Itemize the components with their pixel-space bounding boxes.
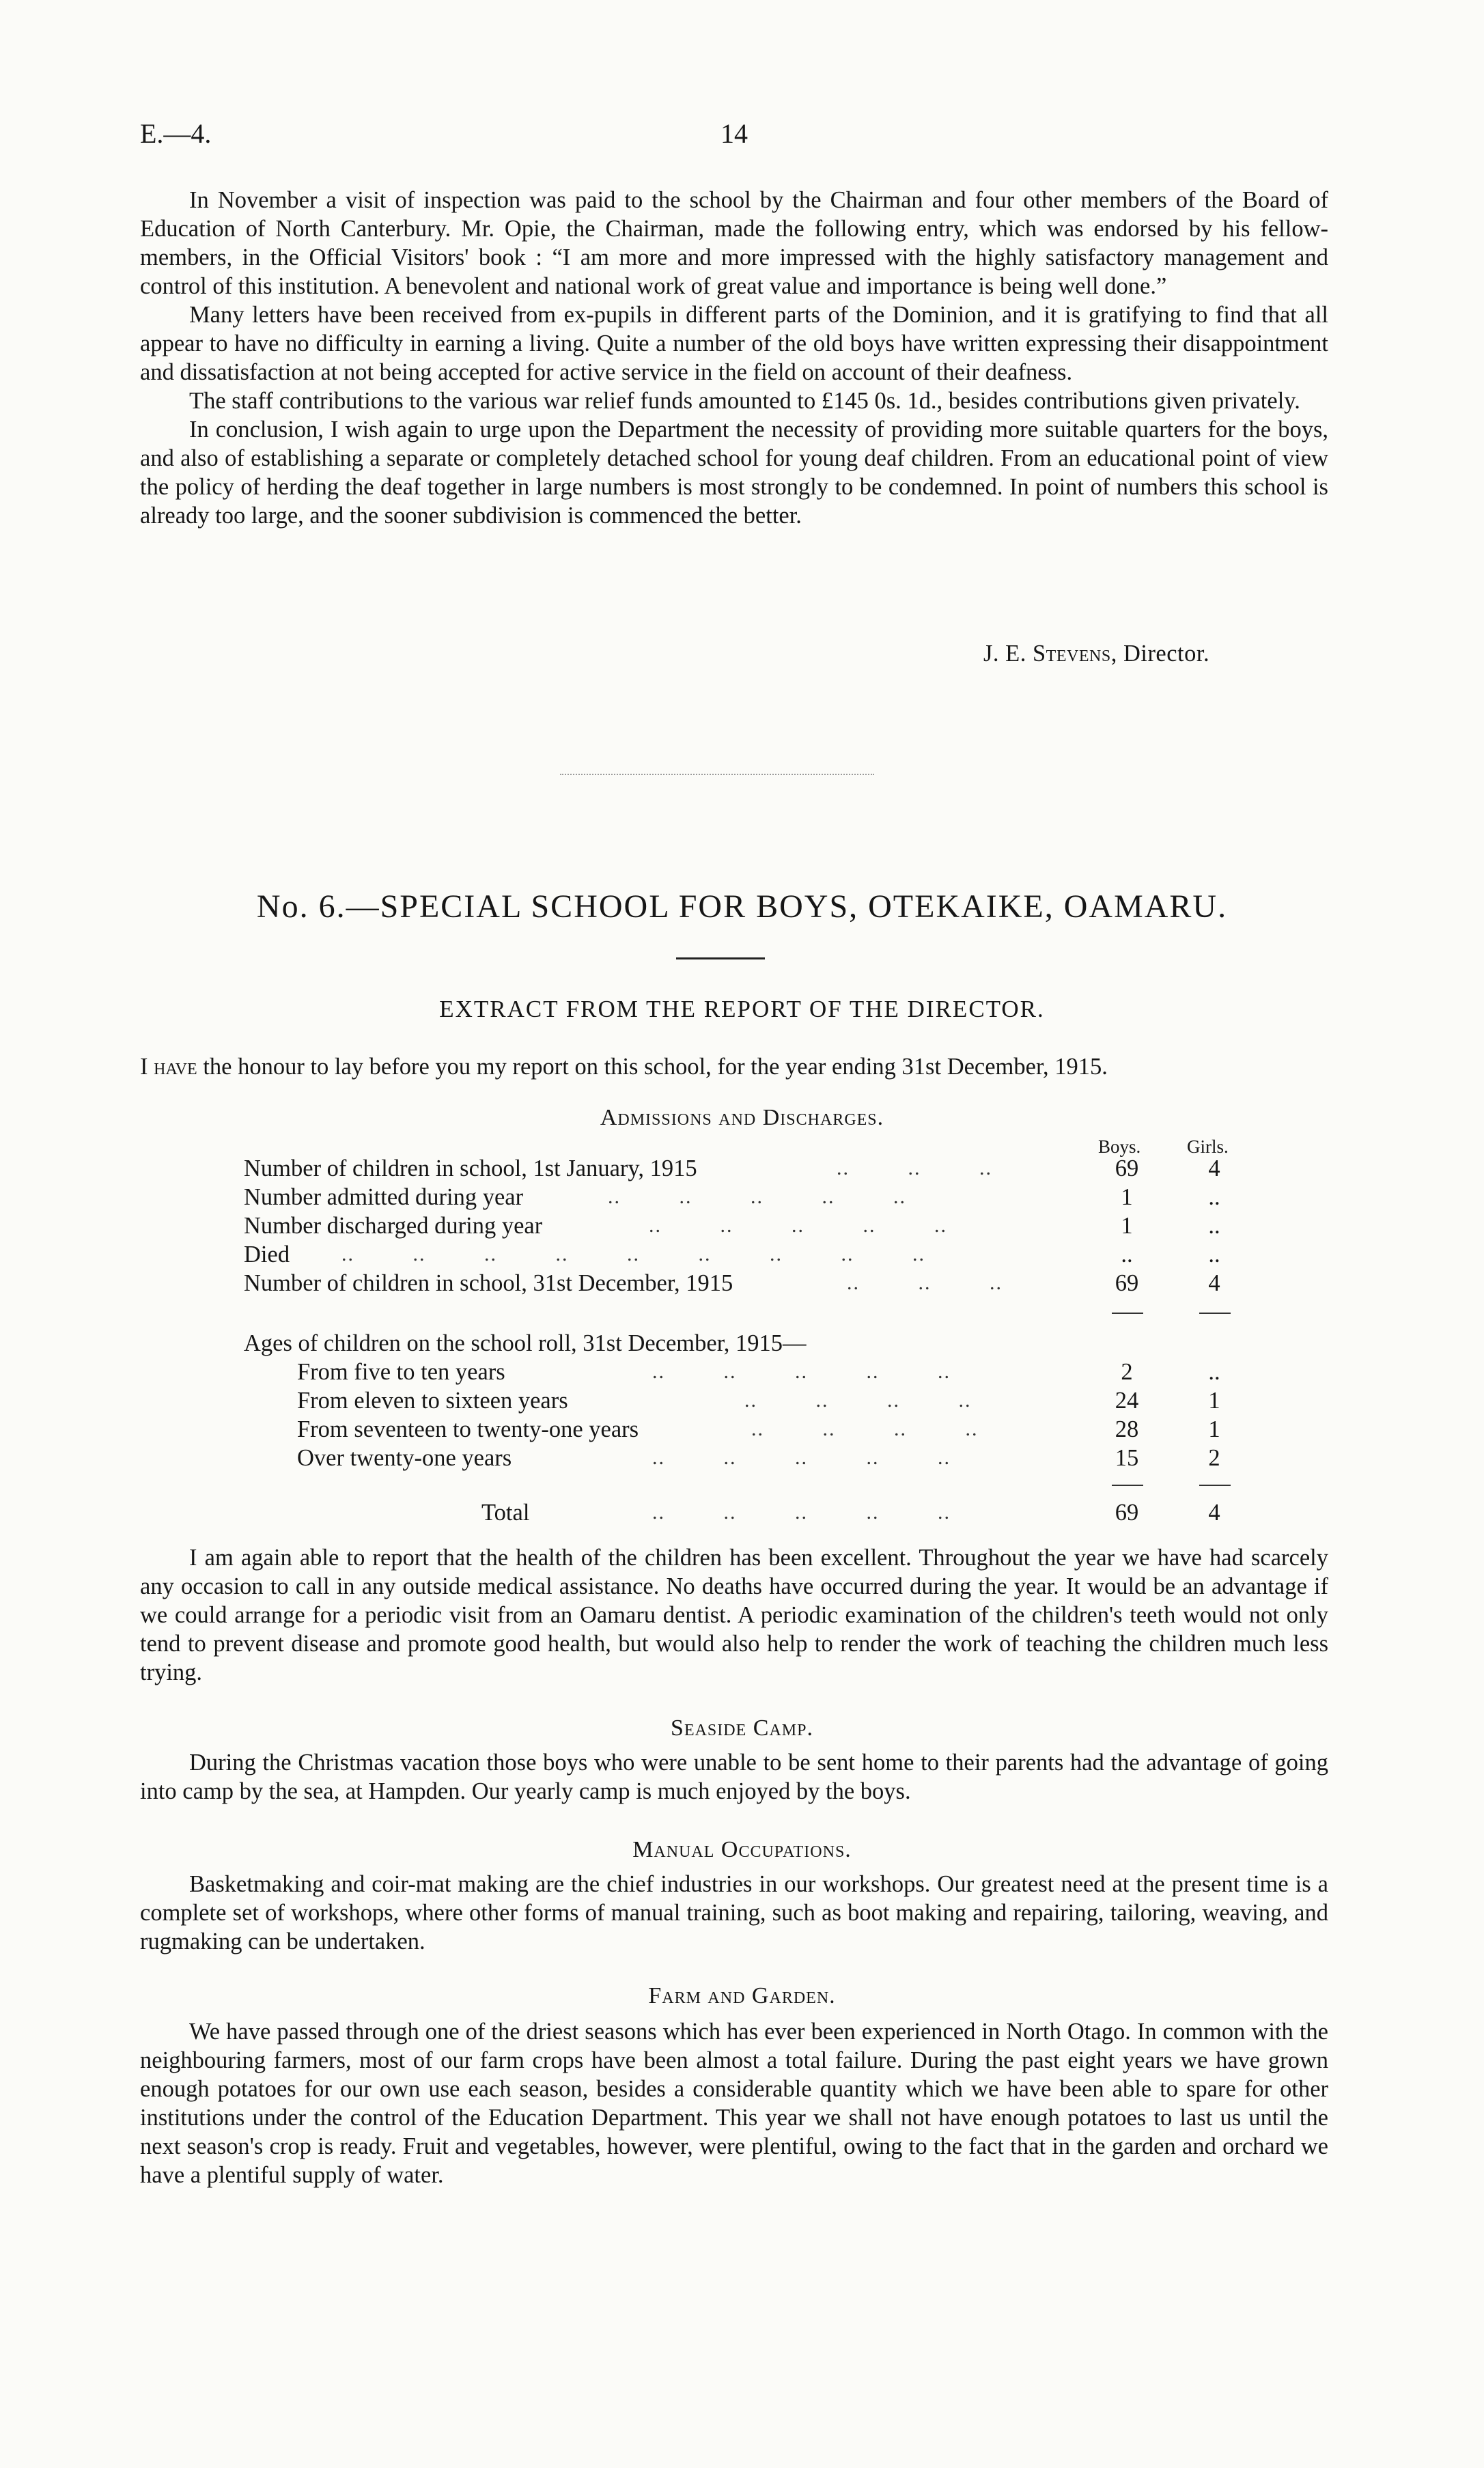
boys-value: 1 (1121, 1184, 1133, 1210)
total-rule (1199, 1485, 1231, 1486)
table-row-label: From eleven to sixteen years (297, 1388, 568, 1414)
signature-title: , Director. (1110, 641, 1210, 667)
boys-value: 69 (1115, 1155, 1139, 1181)
table-row-label: From seventeen to twenty-one years (297, 1416, 639, 1442)
page-number: 14 (720, 118, 748, 149)
leader-dots: .. .. .. .. .. (652, 1360, 951, 1383)
total-rule (1112, 1485, 1143, 1486)
table-row-label: Died (244, 1242, 290, 1267)
table-row-label: From five to ten years (297, 1359, 505, 1385)
boys-value: 28 (1115, 1416, 1139, 1442)
table-row-label: Number admitted during year (244, 1184, 524, 1210)
paragraph-conclusion: In conclusion, I wish again to urge upon the Department the necessity of providing more suitable quarters for the boys, and also of establishing a separate or completely detached school for young deaf children. From an educational point of view the policy of herding the deaf together in large numbers is most strongly to be condemned. In point of numbers this school is already too large, and the sooner subdivision is commenced the better. (140, 417, 1328, 529)
girls-value: 4 (1208, 1270, 1220, 1296)
manual-section (140, 1870, 1328, 1956)
leader-dots: .. .. .. .. .. (652, 1446, 951, 1469)
table-row-label: Number of children in school, 1st January, 1915 (244, 1155, 697, 1181)
intro-line (140, 1054, 1369, 1080)
signature (983, 641, 1209, 667)
girls-value: .. (1208, 1213, 1220, 1239)
boys-value: 24 (1115, 1388, 1139, 1414)
signature-name: J. E. Stevens (983, 641, 1111, 667)
leader-dots: .. .. .. (837, 1157, 992, 1179)
total-rule (1112, 1313, 1143, 1314)
leader-dots: .. .. .. (847, 1272, 1003, 1294)
health-section (140, 1543, 1328, 1687)
leader-dots: .. .. .. .. .. (649, 1214, 947, 1237)
column-boys: Boys. (1098, 1136, 1141, 1157)
ages-heading: Ages of children on the school roll, 31st December, 1915— (244, 1330, 807, 1356)
report-continuation (140, 186, 1328, 530)
paragraph-inspection: In November a visit of inspection was paid to the school by the Chairman and four other members of the Board of Education of North Canterbury. Mr. Opie, the Chairman, made the following entry, which was endorsed by his fellow-members, in the Official Visitors' book : “I am more and more impressed with the highly satisfactory management and control of this institution. A benevolent and national work of great value and importance is being well done.” (140, 187, 1328, 299)
admissions-heading: Admissions and Discharges. (600, 1105, 884, 1130)
boys-value: 15 (1115, 1445, 1139, 1471)
section-separator (560, 774, 874, 775)
boys-value: 69 (1115, 1270, 1139, 1296)
leader-dots: .. .. .. .. (751, 1418, 979, 1440)
leader-dots: .. .. .. .. .. (608, 1186, 906, 1208)
boys-value: .. (1121, 1242, 1133, 1267)
intro-rest: the honour to lay before you my report on this school, for the year ending 31st December, 1915. (197, 1054, 1108, 1080)
boys-value: 2 (1121, 1359, 1133, 1385)
section-subtitle: EXTRACT FROM THE REPORT OF THE DIRECTOR. (439, 996, 1045, 1022)
leader-dots: .. .. .. .. .. (652, 1501, 951, 1524)
seaside-heading: Seaside Camp. (671, 1715, 813, 1741)
total-label: Total (481, 1500, 530, 1526)
table-row-label: Number discharged during year (244, 1213, 543, 1239)
paragraph-contributions: The staff contributions to the various war relief funds amounted to £145 0s. 1d., besides contributions given privately. (189, 388, 1300, 414)
leader-dots: .. .. .. .. (744, 1389, 972, 1412)
column-girls: Girls. (1187, 1136, 1229, 1157)
total-rule (1199, 1313, 1231, 1314)
table-row-label: Number of children in school, 31st December, 1915 (244, 1270, 733, 1296)
seaside-section (140, 1748, 1328, 1806)
paragraph-seaside: During the Christmas vacation those boys who were unable to be sent home to their parents had the advantage of going into camp by the sea, at Hampden. Our yearly camp is much enjoyed by the boys. (140, 1750, 1328, 1804)
total-boys: 69 (1115, 1500, 1139, 1526)
paragraph-health: I am again able to report that the health of the children has been excellent. Throughout the year we have had scarcely any occasion to call in any outside medical assistance. No deaths have occurred during the year. It would be an advantage if we could arrange for a periodic visit from an Oamaru dentist. A periodic examination of the children's teeth would not only tend to prevent disease and promote good health, but would also help to render the work of teaching the children much less trying. (140, 1545, 1328, 1685)
paragraph-farm: We have passed through one of the driest seasons which has ever been experienced in North Otago. In common with the neighbouring farmers, most of our farm crops have been almost a total failure. During the past eight years we have grown enough potatoes for our own use each season, besides a considerable quantity which we have been able to spare for other institutions under the control of the Education Department. This year we shall not have enough potatoes to last us until the next season's crop is ready. Fruit and vegetables, however, were plentiful, owing to the fact that in the garden and orchard we have a plentiful supply of water. (140, 2019, 1328, 2188)
girls-value: 1 (1208, 1416, 1220, 1442)
title-rule (676, 957, 765, 959)
girls-value: .. (1208, 1359, 1220, 1385)
table-row-label: Over twenty-one years (297, 1445, 512, 1471)
girls-value: .. (1208, 1242, 1220, 1267)
girls-value: 1 (1208, 1388, 1220, 1414)
boys-value: 1 (1121, 1213, 1133, 1239)
girls-value: 2 (1208, 1445, 1220, 1471)
paragraph-manual: Basketmaking and coir-mat making are the chief industries in our workshops. Our greatest need at the present time is a complete set of workshops, where other forms of manual training, such as boot making and repairing, tailoring, weaving, and rugmaking can be undertaken. (140, 1871, 1328, 1954)
girls-value: .. (1208, 1184, 1220, 1210)
intro-lead: I have (140, 1054, 197, 1080)
manual-heading: Manual Occupations. (632, 1837, 852, 1862)
section-title: No. 6.—SPECIAL SCHOOL FOR BOYS, OTEKAIKE, OAMARU. (256, 888, 1228, 925)
paragraph-letters: Many letters have been received from ex-pupils in different parts of the Dominion, and it is gratifying to find that all appear to have no difficulty in earning a living. Quite a number of the old boys have written expressing their disappointment and dissatisfaction at not being accepted for active service in the field on account of their deafness. (140, 302, 1328, 385)
girls-value: 4 (1208, 1155, 1220, 1181)
leader-dots: .. .. .. .. .. .. .. .. .. (341, 1243, 925, 1265)
document-code: E.—4. (140, 118, 212, 149)
farm-section (140, 2017, 1328, 2189)
farm-heading: Farm and Garden. (648, 1983, 836, 2008)
total-girls: 4 (1208, 1500, 1220, 1526)
